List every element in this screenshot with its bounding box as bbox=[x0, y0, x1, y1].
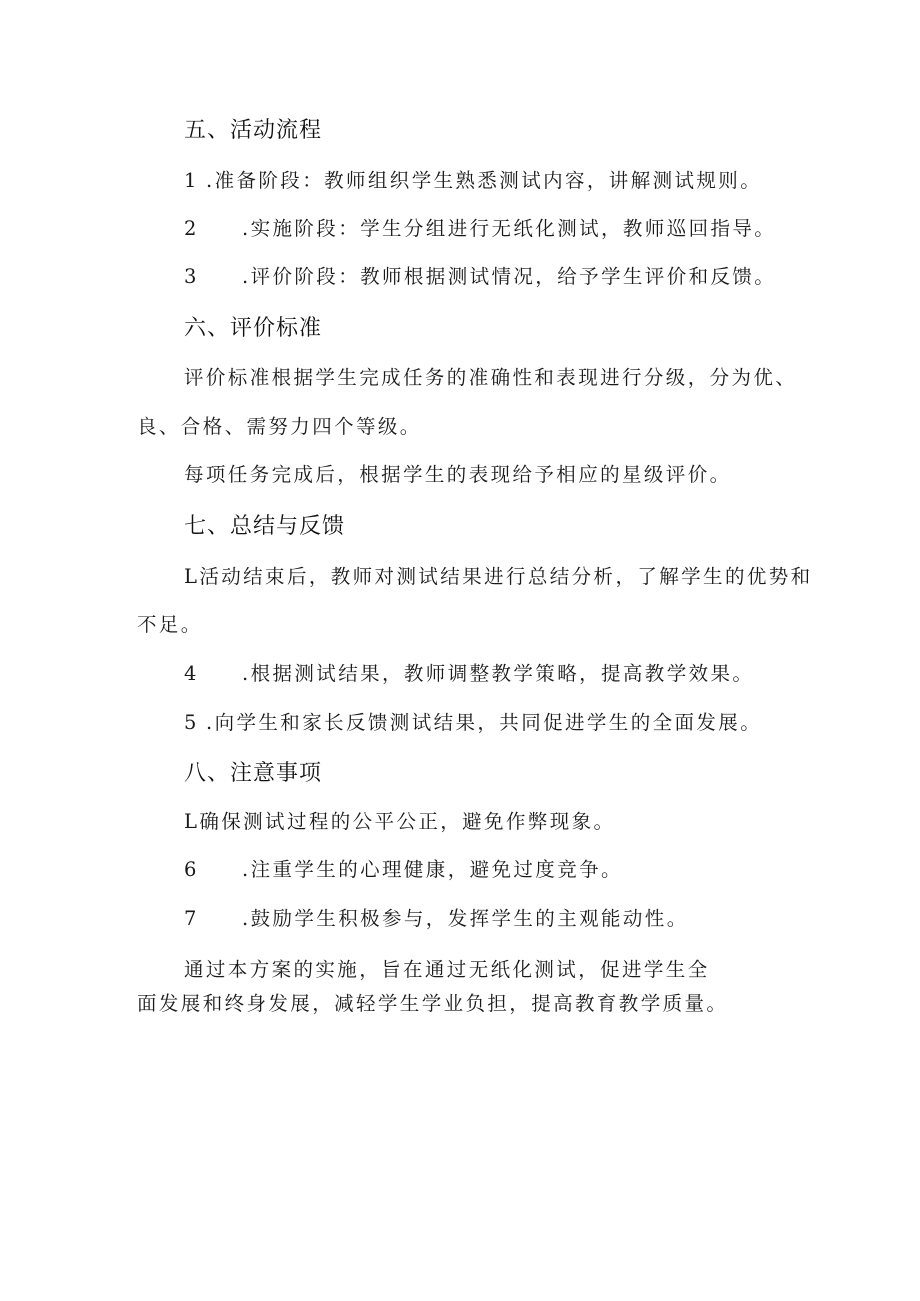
paragraph-line: L活动结束后，教师对测试结果进行总结分析，了解学生的优势和 bbox=[184, 565, 813, 588]
section-heading-summary-feedback: 七、总结与反馈 bbox=[184, 514, 346, 539]
item-number: 7 bbox=[184, 907, 197, 930]
item-text: .向学生和家长反馈测试结果，共同促进学生的全面发展。 bbox=[206, 711, 763, 734]
conclusion-line: 面发展和终身发展，减轻学生学业负担，提高教育教学质量。 bbox=[137, 992, 729, 1015]
item-text: .注重学生的心理健康，避免过度竞争。 bbox=[242, 858, 623, 881]
section-heading-activity-process: 五、活动流程 bbox=[184, 118, 323, 143]
conclusion-line: 通过本方案的实施，旨在通过无纸化测试，促进学生全 bbox=[184, 958, 710, 981]
list-item bbox=[184, 660, 754, 688]
list-item bbox=[184, 905, 689, 933]
paragraph-line: L确保测试过程的公平公正，避免作弊现象。 bbox=[184, 810, 616, 833]
list-item bbox=[184, 856, 623, 884]
paragraph-line: 不足。 bbox=[137, 613, 203, 636]
item-text: .准备阶段：教师组织学生熟悉测试内容，讲解测试规则。 bbox=[206, 169, 763, 192]
item-text: .鼓励学生积极参与，发挥学生的主观能动性。 bbox=[242, 907, 689, 930]
paragraph-line: 评价标准根据学生完成任务的准确性和表现进行分级，分为优、 bbox=[184, 366, 798, 389]
paragraph-line: 良、合格、需努力四个等级。 bbox=[137, 415, 422, 438]
list-item bbox=[184, 215, 776, 243]
list-item bbox=[184, 709, 762, 737]
item-text: .评价阶段：教师根据测试情况，给予学生评价和反馈。 bbox=[242, 265, 777, 288]
item-number: 5 bbox=[184, 711, 197, 734]
item-number: 2 bbox=[184, 217, 197, 240]
item-text: .根据测试结果，教师调整教学策略，提高教学效果。 bbox=[242, 662, 755, 685]
item-number: 3 bbox=[184, 265, 197, 288]
item-text: .实施阶段：学生分组进行无纸化测试，教师巡回指导。 bbox=[242, 217, 777, 240]
section-heading-evaluation-criteria: 六、评价标准 bbox=[184, 316, 323, 341]
item-number: 6 bbox=[184, 858, 197, 881]
paragraph-line: 每项任务完成后，根据学生的表现给予相应的星级评价。 bbox=[184, 463, 732, 486]
list-item bbox=[184, 167, 762, 195]
item-number: 1 bbox=[184, 169, 197, 192]
section-heading-precautions: 八、注意事项 bbox=[184, 761, 323, 786]
list-item bbox=[184, 263, 776, 291]
item-number: 4 bbox=[184, 662, 197, 685]
